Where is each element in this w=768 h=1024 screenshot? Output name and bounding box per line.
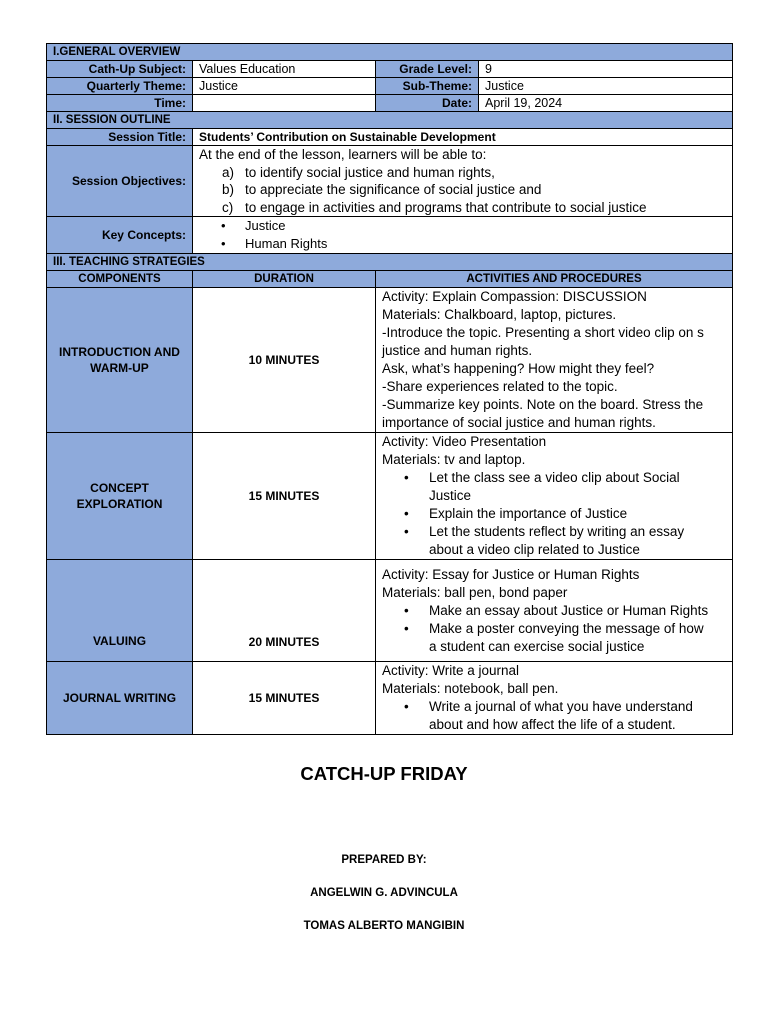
procedure-item: • Explain the importance of Justice [404, 506, 628, 521]
key-concepts-list [199, 217, 726, 253]
activity-line: Activity: Explain Compassion: DISCUSSION [382, 289, 647, 304]
preparer-name-1: ANGELWIN G. ADVINCULA [310, 887, 458, 899]
bullet-icon: • [404, 699, 409, 714]
grade-level-value: 9 [479, 61, 733, 78]
bullet-icon: • [221, 236, 226, 251]
catchup-subject-value: Values Education [193, 61, 376, 78]
activity-line: importance of social justice and human rights. [382, 415, 656, 430]
activity-line: Activity: Write a journal [382, 663, 520, 678]
activity-line: -Summarize key points. Note on the board. Stress the [382, 397, 704, 412]
procedure-list [382, 469, 726, 559]
time-value [193, 95, 376, 112]
activity-line: Materials: ball pen, bond paper [382, 584, 568, 600]
objective-item: a) to identify social justice and human rights, [222, 164, 495, 180]
activities-cell [376, 288, 733, 433]
date-label: Date: [376, 95, 479, 112]
document-title: CATCH-UP FRIDAY [300, 763, 468, 784]
time-label: Time: [47, 95, 193, 112]
procedure-item: • Make a poster conveying the message of how a student can exercise social justice [404, 620, 704, 654]
components-column-header: COMPONENTS [47, 271, 193, 288]
bullet-icon: • [404, 524, 409, 539]
lesson-plan-table [46, 43, 733, 735]
duration-cell: 15 MINUTES [193, 433, 376, 560]
activities-column-header: ACTIVITIES AND PROCEDURES [376, 271, 733, 288]
procedure-item: • Make an essay about Justice or Human Rights [404, 602, 709, 618]
session-title-label: Session Title: [47, 129, 193, 146]
duration-cell: 15 MINUTES [193, 662, 376, 735]
sub-theme-label: Sub-Theme: [376, 78, 479, 95]
preparer-name-2: TOMAS ALBERTO MANGIBIN [303, 920, 465, 932]
key-concept-item: • Justice [221, 218, 286, 233]
sub-theme-value: Justice [479, 78, 733, 95]
date-value: April 19, 2024 [479, 95, 733, 112]
activity-line: justice and human rights. [382, 343, 533, 358]
duration-column-header: DURATION [193, 271, 376, 288]
activity-line: Activity: Essay for Justice or Human Rights [382, 566, 640, 582]
activity-line: -Introduce the topic. Presenting a short video clip on s [382, 325, 704, 340]
session-objectives [193, 146, 733, 217]
catchup-subject-label: Cath-Up Subject: [47, 61, 193, 78]
activity-line: Materials: tv and laptop. [382, 452, 526, 467]
bullet-icon: • [404, 602, 409, 618]
component-cell: VALUING [47, 560, 193, 662]
bullet-icon: • [404, 470, 409, 485]
key-concepts-label: Key Concepts: [47, 217, 193, 254]
session-objectives-label: Session Objectives: [47, 146, 193, 217]
bullet-icon: • [404, 620, 409, 636]
procedure-item: • Let the students reflect by writing an essay about a video clip related to Justice [404, 524, 685, 557]
general-overview-header: I.GENERAL OVERVIEW [47, 44, 733, 61]
bullet-icon: • [221, 218, 226, 233]
objectives-list [199, 164, 726, 217]
quarterly-theme-value: Justice [193, 78, 376, 95]
component-cell: CONCEPT EXPLORATION [47, 433, 193, 560]
objective-item: c) to engage in activities and programs that contribute to social justice [222, 199, 647, 215]
key-concept-item: • Human Rights [221, 236, 328, 251]
activity-line: Materials: Chalkboard, laptop, pictures. [382, 307, 617, 322]
objective-item: b) to appreciate the significance of social justice and [222, 182, 542, 197]
session-outline-header: II. SESSION OUTLINE [47, 112, 733, 129]
duration-cell: 20 MINUTES [193, 560, 376, 662]
component-cell: INTRODUCTION AND WARM-UP [47, 288, 193, 433]
activities-cell [376, 662, 733, 735]
prepared-by-label: PREPARED BY: [341, 854, 427, 866]
component-cell: JOURNAL WRITING [47, 662, 193, 735]
procedure-list [382, 602, 726, 656]
activities-cell [376, 560, 733, 662]
bullet-icon: • [404, 506, 409, 521]
activity-line: Activity: Video Presentation [382, 434, 547, 449]
procedure-item: • Write a journal of what you have understand about and how affect the life of a student. [404, 699, 693, 732]
procedure-list [382, 698, 726, 734]
quarterly-theme-label: Quarterly Theme: [47, 78, 193, 95]
teaching-strategies-header: III. TEACHING STRATEGIES [47, 254, 733, 271]
session-title-value: Students’ Contribution on Sustainable Development [193, 129, 733, 146]
duration-cell: 10 MINUTES [193, 288, 376, 433]
key-concepts [193, 217, 733, 254]
objectives-intro: At the end of the lesson, learners will be able to: [199, 147, 487, 162]
activities-cell [376, 433, 733, 560]
procedure-item: • Let the class see a video clip about Social Justice [404, 470, 680, 503]
activity-line: Ask, what’s happening? How might they feel? [382, 361, 655, 376]
grade-level-label: Grade Level: [376, 61, 479, 78]
activity-line: -Share experiences related to the topic. [382, 379, 618, 394]
activity-line: Materials: notebook, ball pen. [382, 681, 559, 696]
